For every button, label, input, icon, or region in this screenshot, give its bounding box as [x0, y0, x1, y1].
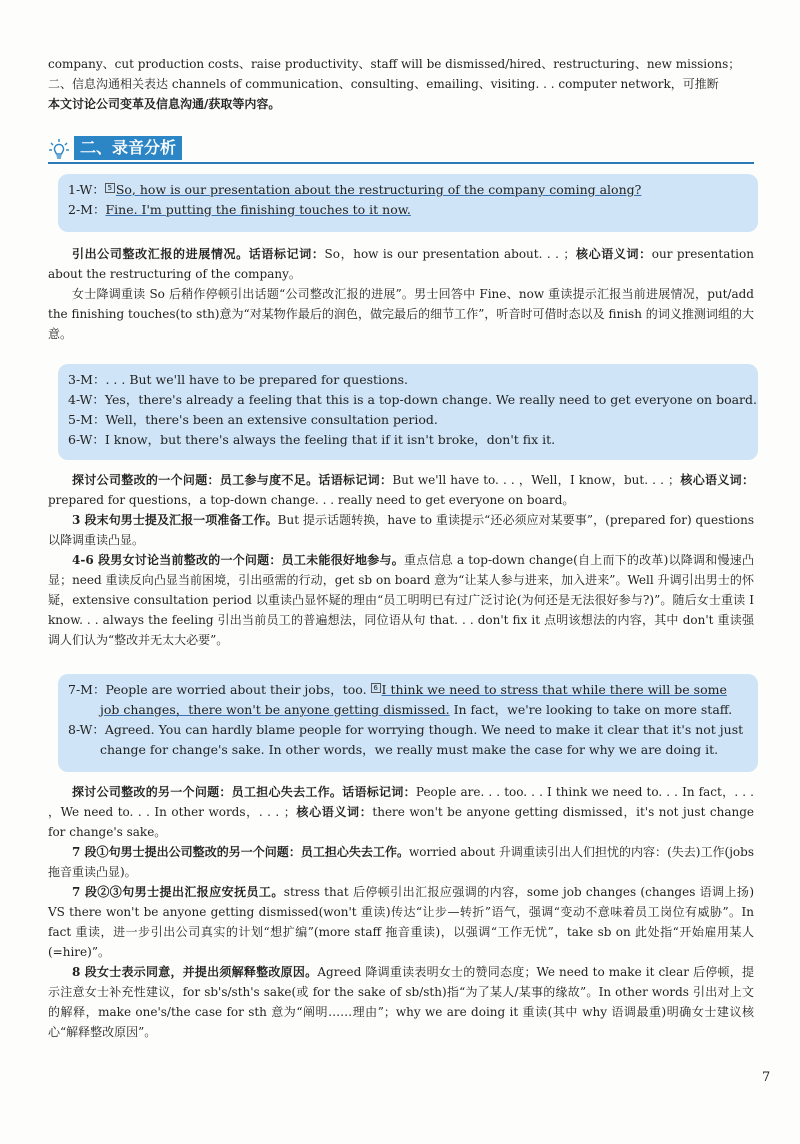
analysis-summary: [48, 470, 754, 510]
analysis-summary: [48, 244, 754, 284]
page-number: 7: [762, 1070, 771, 1085]
analysis-text: Agreed 降调重读表明女士的赞同态度；We need to make it clear 后停顿，提示注意女士补充性建议，for sb's/sth's sake(或 for the sake of sb/sth)指“为了某人/某事的缘故”。In other words 引出对上文的解释，make one's/the case for sth 意为“阐明……理由”；why we are doing it 重读(其中 why 语调最重)明确女士建议核心“解释整改原因”。: [48, 965, 755, 1039]
transcript-line-8b: change for change's sake. In other words，we really must make the case for why we are doing it.: [100, 742, 719, 757]
analysis-heading: 4-6 段男女讨论当前整改的一个问题：员工未能很好地参与。: [72, 553, 405, 567]
discourse-markers: But we'll have to. . . ，Well，I know，but. . . ；: [392, 473, 681, 487]
core-label: 核心语义词：: [680, 473, 754, 487]
analysis-body: 女士降调重读 So 后稍作停顿引出话题“公司整改汇报的进展”。男士回答中 Fine、now 重读提示汇报当前进展情况，put/add the finishing touches(to sth)意为“对某物作最后的润色，做完最后的细节工作”，听音时可借时态以及 finish 的词义推测词组的大意。: [48, 287, 754, 341]
analysis-heading: 引出公司整改汇报的进展情况。话语标记词：: [72, 247, 325, 261]
question-badge: 6: [371, 683, 381, 693]
analysis-paragraph: [48, 550, 754, 650]
transcript-line-4: 4-W：Yes，there's already a feeling that this is a top-down change. We really need to get everyone on board.: [68, 392, 758, 407]
analysis-heading: 7 段①句男士提出公司整改的另一个问题：员工担心失去工作。: [72, 845, 409, 859]
transcript-line-2: [58, 200, 758, 220]
analysis-heading: 8 段女士表示同意，并提出须解释整改原因。: [72, 965, 318, 979]
analysis-text: stress that 后停顿引出汇报应强调的内容，some job changes (changes 语调上扬) VS there won't be anyone getting dismissed(won't 重读)传达“让步—转折”语气，强调“变动不意味着员工岗位有威胁”。In fact 重读，进一步引出公司真实的计划“想扩编”(more staff 拖音重读)，以强调“工作无忧”，take sb on 此处指“开始雇用某人(=hire)”。: [48, 885, 755, 959]
analysis-paragraph: [48, 510, 754, 550]
core-label: 核心语义词：: [575, 247, 652, 261]
transcript-box-3: [58, 674, 758, 772]
transcript-line-5: 5-M：Well，there's been an extensive consultation period.: [68, 412, 438, 427]
discourse-markers: People are. . . too. . . I think we need to. . . In fact，. . . ，We need to. . . In other words，. . . ；: [48, 785, 754, 819]
question-badge: 5: [105, 183, 115, 193]
key-sentence: Fine. I'm putting the finishing touches to it now.: [105, 202, 411, 217]
core-label: 核心语义词：: [295, 805, 373, 819]
analysis-block-3: [48, 782, 754, 1042]
transcript-line-8: 8-W：Agreed. You can hardly blame people for worrying though. We need to make it clear that it's not just: [68, 722, 744, 737]
intro-line-3: 本文讨论公司变革及信息沟通/获取等内容。: [48, 97, 281, 111]
transcript-line-7: [58, 680, 758, 700]
analysis-block-1: [48, 244, 754, 344]
transcript-line-1: [58, 180, 758, 200]
transcript-box-1: [58, 174, 758, 232]
intro-line-2: 二、信息沟通相关表达 channels of communication、consulting、emailing、visiting. . . computer network，可推断: [48, 77, 719, 91]
transcript-line-7b: [58, 700, 758, 720]
key-sentence: So, how is our presentation about the restructuring of the company coming along?: [115, 182, 642, 197]
analysis-heading: 3 段末句男士提及汇报一项准备工作。: [72, 513, 278, 527]
transcript-text: In fact，we're looking to take on more staff.: [449, 702, 733, 717]
analysis-text: 重点信息 a top-down change(自上而下的改革)以降调和慢速凸显；need 重读反向凸显当前困境，引出亟需的行动，get sb on board 意为“让某人参与进来，加入进来”。Well 升调引出男士的怀疑，extensive consultation period 以重读凸显怀疑的理由“员工明明已有过广泛讨论(为何还是无法很好参与?)”。随后女士重读 I know. . . always the feeling 引出当前员工的普遍想法，同位语从句 that. . . don't fix it 点明该想法的内容，其中 don't 重读强调人们认为“整改并无太大必要”。: [48, 553, 754, 647]
speaker-label: 2-M：: [68, 202, 106, 217]
section-title: 二、录音分析: [74, 136, 182, 160]
lightbulb-icon: [48, 138, 70, 160]
key-sentence: I think we need to stress that while there will be some: [381, 682, 727, 697]
analysis-paragraph: [48, 842, 754, 882]
transcript-box-2: [58, 364, 758, 460]
analysis-block-2: [48, 470, 754, 650]
intro-paragraph: [48, 54, 754, 114]
core-words: prepared for questions，a top-down change. . . really need to get everyone on board。: [48, 493, 575, 507]
section-header: [48, 136, 754, 164]
analysis-paragraph: [48, 882, 754, 962]
transcript-line-6: 6-W：I know，but there's always the feeling that if it isn't broke，don't fix it.: [68, 432, 556, 447]
core-words: there won't be anyone getting dismissed，it's not just change for change's sake。: [48, 805, 754, 839]
analysis-paragraph: [48, 962, 754, 1042]
transcript-text: 7-M：People are worried about their jobs，too.: [68, 682, 367, 697]
analysis-heading: 7 段②③句男士提出汇报应安抚员工。: [72, 885, 284, 899]
key-sentence: job changes，there won't be anyone getting dismissed.: [100, 702, 450, 717]
discourse-markers: So，how is our presentation about. . . ；: [324, 247, 576, 261]
intro-line-1: company、cut production costs、raise productivity、staff will be dismissed/hired、restructuring、new missions；: [48, 57, 741, 71]
analysis-text: worried about 升调重读引出人们担忧的内容：(失去)工作(jobs 拖音重读凸显)。: [48, 845, 754, 879]
core-words: our presentation about the restructuring of the company。: [48, 247, 754, 281]
analysis-heading: 探讨公司整改的另一个问题：员工担心失去工作。话语标记词：: [72, 785, 416, 799]
analysis-summary: [48, 782, 754, 842]
speaker-label: 1-W：: [68, 182, 105, 197]
transcript-line-3: 3-M：. . . But we'll have to be prepared for questions.: [68, 372, 409, 387]
analysis-heading: 探讨公司整改的一个问题：员工参与度不足。话语标记词：: [72, 473, 393, 487]
analysis-text: But 提示话题转换，have to 重读提示“还必须应对某要事”，(prepared for) questions 以降调重读凸显。: [48, 513, 755, 547]
